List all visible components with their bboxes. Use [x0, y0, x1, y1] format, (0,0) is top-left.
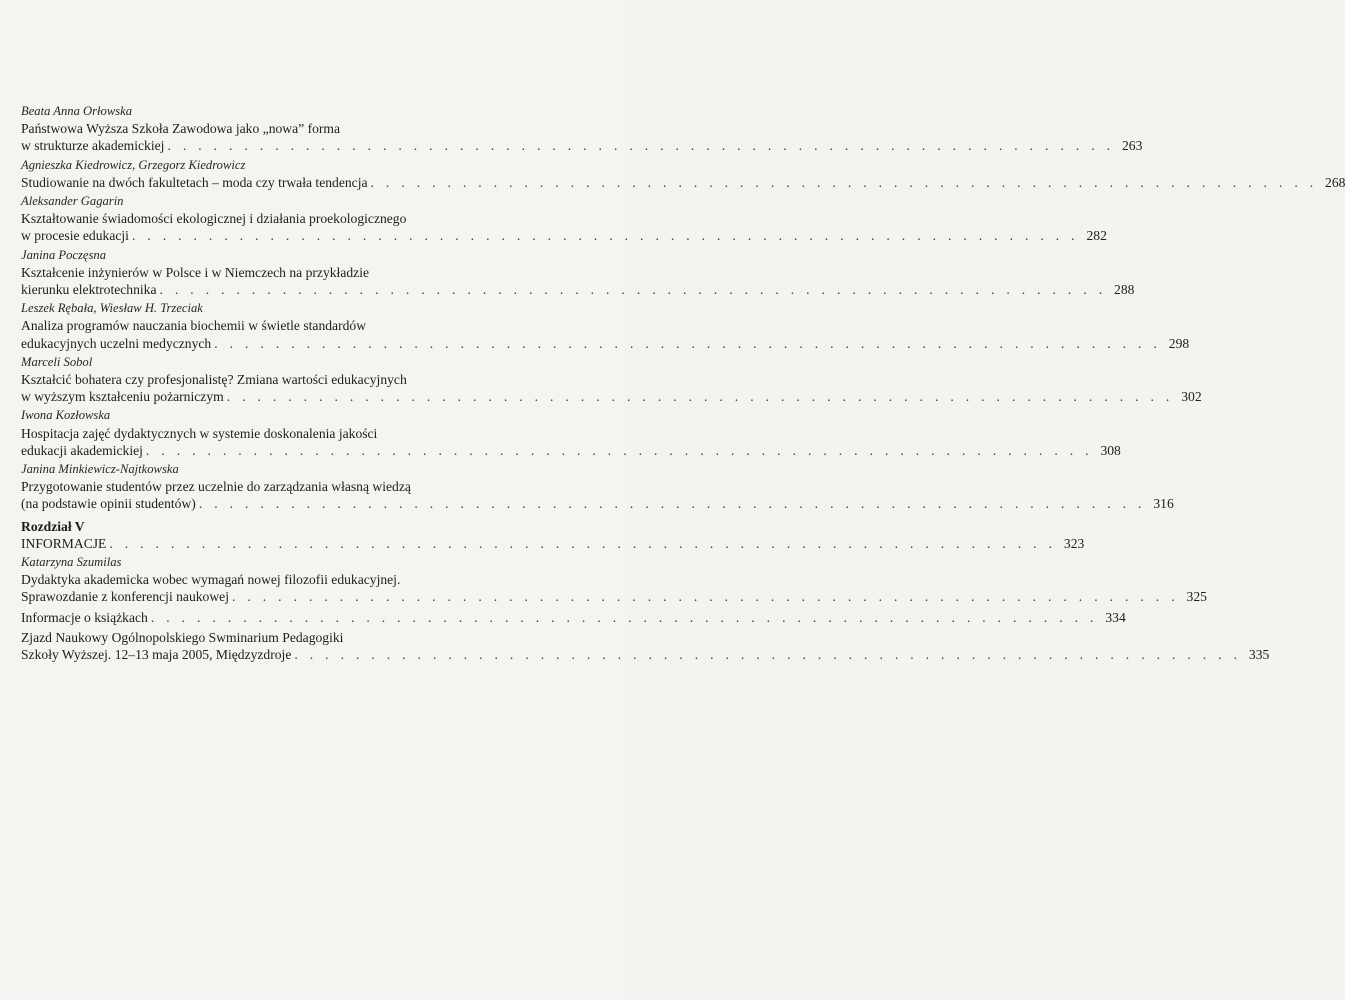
- entry-title-line: Analiza programów nauczania biochemii w świetle standardów: [21, 318, 367, 334]
- toc-entry: [21, 629, 1270, 663]
- entry-title-line: Zjazd Naukowy Ogólnopolskiego Swminarium Pedagogiki: [21, 629, 344, 645]
- toc-entry: [21, 300, 1190, 352]
- entry-author: Aleksander Gagarin: [21, 194, 124, 209]
- dot-leader: . . . . . . . . . . . . . . . . . . . . . . . . . . . . . . . . . . . . . . . . . . . . . . . . . . . . . . . . . . . . . .: [370, 174, 1318, 190]
- dot-leader: . . . . . . . . . . . . . . . . . . . . . . . . . . . . . . . . . . . . . . . . . . . . . . . . . . . . . . . . . . . . . .: [131, 228, 1079, 244]
- chapter-section: [21, 518, 1085, 552]
- dot-leader: . . . . . . . . . . . . . . . . . . . . . . . . . . . . . . . . . . . . . . . . . . . . . . . . . . . . . . . . . . . . . .: [150, 609, 1098, 625]
- toc-entry: [21, 354, 1202, 406]
- entry-title-line: Dydaktyka akademicka wobec wymagań nowej filozofii edukacyjnej.: [21, 572, 401, 588]
- entry-page-number: 334: [1105, 609, 1126, 625]
- entry-title-line: Hospitacja zajęć dydaktycznych w systemie doskonalenia jakości: [21, 425, 378, 441]
- entry-title-end: Studiowanie na dwóch fakultetach – moda czy trwała tendencja: [21, 174, 368, 190]
- entry-page-number: 308: [1100, 442, 1121, 458]
- entry-page-number: 298: [1168, 335, 1190, 351]
- entry-last-line: [21, 646, 1270, 663]
- entry-page-number: 302: [1181, 389, 1202, 405]
- entry-author: Leszek Rębała, Wiesław H. Trzeciak: [21, 301, 203, 316]
- entry-author: Katarzyna Szumilas: [21, 555, 122, 570]
- entry-last-line: [21, 588, 1207, 605]
- entry-author: Iwona Kozłowska: [21, 408, 111, 423]
- entry-last-line: [21, 442, 1121, 459]
- entry-author: Janina Poczęsna: [21, 247, 106, 262]
- entry-title-line: Kształtowanie świadomości ekologicznej i działania proekologicznego: [21, 211, 407, 227]
- entry-title-end: edukacyjnych uczelni medycznych: [21, 335, 212, 351]
- entry-title-end: w wyższym kształceniu pożarniczym: [21, 389, 224, 405]
- entry-title-end: kierunku elektrotechnika: [21, 282, 157, 298]
- toc-entry: [21, 407, 1121, 459]
- entry-title-end: edukacji akademickiej: [21, 442, 143, 458]
- entry-title-line: Kształcenie inżynierów w Polsce i w Niemczech na przykładzie: [21, 264, 370, 280]
- dot-leader: . . . . . . . . . . . . . . . . . . . . . . . . . . . . . . . . . . . . . . . . . . . . . . . . . . . . . . . . . . . . . .: [145, 442, 1093, 458]
- dot-leader: . . . . . . . . . . . . . . . . . . . . . . . . . . . . . . . . . . . . . . . . . . . . . . . . . . . . . . . . . . . . . .: [226, 389, 1174, 405]
- entry-page-number: 288: [1114, 282, 1135, 298]
- entry-last-line: [21, 227, 1107, 244]
- entry-title-end: Informacje o książkach: [21, 609, 148, 625]
- entry-last-line: [21, 495, 1174, 512]
- entry-last-line: [21, 609, 1126, 626]
- toc-entry: [21, 247, 1135, 299]
- dot-leader: . . . . . . . . . . . . . . . . . . . . . . . . . . . . . . . . . . . . . . . . . . . . . . . . . . . . . . . . . . . . . .: [231, 589, 1179, 605]
- entry-title-line: Kształcić bohatera czy profesjonalistę? Zmiana wartości edukacyjnych: [21, 372, 407, 388]
- toc-entry: [21, 609, 1126, 626]
- entry-page-number: 282: [1086, 228, 1107, 244]
- entry-title-line: Państwowa Wyższa Szkoła Zawodowa jako „nowa” forma: [21, 121, 341, 137]
- dot-leader: . . . . . . . . . . . . . . . . . . . . . . . . . . . . . . . . . . . . . . . . . . . . . . . . . . . . . . . . . . . . . .: [109, 535, 1057, 551]
- entry-last-line: [21, 174, 1345, 191]
- entry-page-number: 335: [1248, 647, 1270, 663]
- chapter-page-number: 323: [1063, 535, 1085, 551]
- toc-entry: [21, 554, 1207, 606]
- entry-last-line: [21, 281, 1135, 298]
- dot-leader: . . . . . . . . . . . . . . . . . . . . . . . . . . . . . . . . . . . . . . . . . . . . . . . . . . . . . . . . . . . . . .: [214, 335, 1162, 351]
- chapter-title: INFORMACJE: [21, 535, 107, 551]
- chapter-heading: Rozdział V: [21, 518, 85, 534]
- toc-entry: [21, 193, 1107, 245]
- entry-author: Marceli Sobol: [21, 354, 93, 369]
- entry-title-end: w strukturze akademickiej: [21, 138, 165, 154]
- table-of-contents: [21, 103, 1345, 665]
- entry-last-line: [21, 137, 1143, 154]
- entry-last-line: [21, 388, 1202, 405]
- entry-page-number: 263: [1121, 138, 1143, 154]
- entry-title-end: Sprawozdanie z konferencji naukowej: [21, 589, 229, 605]
- entry-author: Agnieszka Kiedrowicz, Grzegorz Kiedrowicz: [21, 157, 246, 172]
- dot-leader: . . . . . . . . . . . . . . . . . . . . . . . . . . . . . . . . . . . . . . . . . . . . . . . . . . . . . . . . . . . . . .: [294, 647, 1242, 663]
- toc-entry: [21, 103, 1143, 155]
- entry-title-line: Przygotowanie studentów przez uczelnie do zarządzania własną wiedzą: [21, 479, 411, 495]
- entry-title-end: w procesie edukacji: [21, 228, 129, 244]
- dot-leader: . . . . . . . . . . . . . . . . . . . . . . . . . . . . . . . . . . . . . . . . . . . . . . . . . . . . . . . . . . . . . .: [198, 496, 1146, 512]
- entry-page-number: 268: [1325, 174, 1345, 190]
- entry-page-number: 316: [1153, 496, 1174, 512]
- entry-title-end: Szkoły Wyższej. 12–13 maja 2005, Międzyzdroje: [21, 647, 292, 663]
- dot-leader: . . . . . . . . . . . . . . . . . . . . . . . . . . . . . . . . . . . . . . . . . . . . . . . . . . . . . . . . . . . . . .: [167, 138, 1115, 154]
- entry-author: Beata Anna Orłowska: [21, 104, 133, 118]
- entry-page-number: 325: [1186, 589, 1207, 605]
- entry-title-end: (na podstawie opinii studentów): [21, 496, 196, 512]
- entry-author: Janina Minkiewicz-Najtkowska: [21, 462, 179, 477]
- toc-entry: [21, 157, 1345, 191]
- entry-last-line: [21, 335, 1190, 352]
- toc-entry: [21, 461, 1174, 513]
- chapter-title-line: [21, 535, 1085, 552]
- dot-leader: . . . . . . . . . . . . . . . . . . . . . . . . . . . . . . . . . . . . . . . . . . . . . . . . . . . . . . . . . . . . . .: [159, 282, 1107, 298]
